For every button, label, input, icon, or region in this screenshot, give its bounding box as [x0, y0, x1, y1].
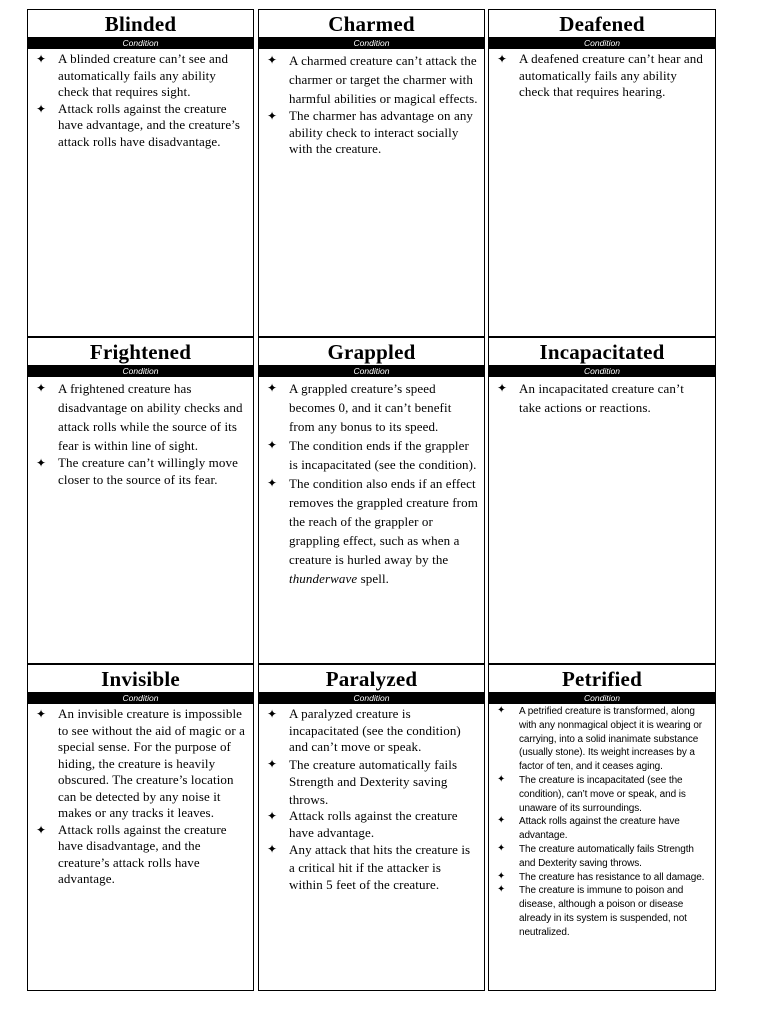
- list-item: [34, 822, 247, 888]
- item-text: A blinded creature can’t see and automatically fails any ability check that requires sight.: [58, 51, 229, 99]
- star-bullet-icon: ✦: [267, 707, 278, 721]
- item-text: The creature automatically fails Strength and Dexterity saving throws.: [289, 756, 458, 807]
- card-title: Petrified: [562, 667, 642, 691]
- card-subtitle: Condition: [28, 37, 253, 49]
- card-title: Deafened: [559, 12, 645, 36]
- card-subtitle: Condition: [259, 37, 484, 49]
- card-petrified: [488, 664, 716, 991]
- item-text: The creature is immune to poison and disease, although a poison or disease already in its system is suspended, not neutralized.: [519, 885, 687, 938]
- item-text: The creature is incapacitated (see the condition), can’t move or speak, and is unaware of its surroundings.: [519, 774, 686, 814]
- star-bullet-icon: ✦: [267, 109, 278, 123]
- item-text: Attack rolls against the creature have disadvantage, and the creature’s attack rolls have advantage.: [58, 821, 227, 886]
- star-bullet-icon: ✦: [36, 822, 47, 837]
- card-subtitle: Condition: [259, 692, 484, 704]
- item-text: A paralyzed creature is incapacitated (see the condition) and can’t move or speak.: [289, 706, 461, 754]
- item-text: A deafened creature can’t hear and automatically fails any ability check that requires hearing.: [519, 51, 703, 99]
- star-bullet-icon: ✦: [267, 809, 278, 823]
- star-bullet-icon: ✦: [267, 842, 278, 856]
- star-bullet-icon: ✦: [267, 381, 278, 395]
- list-item: [265, 706, 478, 756]
- item-text: Any attack that hits the creature is a critical hit if the attacker is within 5 feet of the creature.: [289, 842, 471, 892]
- card-title: Grappled: [327, 340, 416, 364]
- star-bullet-icon: ✦: [497, 870, 506, 882]
- card-grappled: [258, 337, 485, 664]
- list-item: [265, 51, 478, 108]
- card-frightened: [27, 337, 254, 664]
- card-paralyzed: [258, 664, 485, 991]
- list-item: [265, 841, 478, 894]
- item-text: The creature has resistance to all damage.: [519, 871, 705, 883]
- card-title: Invisible: [101, 667, 180, 691]
- list-item: [495, 705, 709, 774]
- star-bullet-icon: ✦: [36, 707, 47, 721]
- star-bullet-icon: ✦: [497, 52, 508, 66]
- star-bullet-icon: ✦: [36, 456, 47, 470]
- card-charmed: [258, 9, 485, 337]
- card-subtitle: Condition: [259, 365, 484, 377]
- star-bullet-icon: ✦: [36, 101, 47, 116]
- item-text: The creature automatically fails Strength and Dexterity saving throws.: [519, 843, 694, 869]
- card-subtitle: Condition: [489, 692, 715, 704]
- card-subtitle: Condition: [489, 365, 715, 377]
- item-text: The condition ends if the grappler is incapacitated (see the condition).: [289, 438, 477, 472]
- star-bullet-icon: ✦: [36, 52, 47, 66]
- card-title: Incapacitated: [539, 340, 665, 364]
- star-bullet-icon: ✦: [267, 756, 278, 771]
- item-text: Attack rolls against the creature have advantage.: [519, 816, 680, 842]
- item-text: An incapacitated creature can’t take actions or reactions.: [519, 381, 684, 415]
- list-item: [265, 756, 478, 809]
- star-bullet-icon: ✦: [497, 815, 506, 827]
- item-text: The condition also ends if an effect removes the grappled creature from the reach of the grappler or grappling effect, such as when a creature is hurled away by the: [289, 476, 478, 567]
- list-item: [34, 101, 247, 151]
- spell-name: thunderwave: [289, 571, 358, 586]
- card-title: Charmed: [328, 12, 415, 36]
- list-item: [495, 884, 709, 939]
- card-incapacitated: [488, 337, 716, 664]
- list-item: [495, 843, 709, 871]
- star-bullet-icon: ✦: [267, 476, 278, 490]
- list-item: [265, 108, 478, 158]
- card-title: Paralyzed: [325, 667, 418, 691]
- item-text: Attack rolls against the creature have advantage.: [289, 808, 458, 840]
- item-text-end: spell.: [360, 571, 390, 586]
- star-bullet-icon: ✦: [267, 53, 278, 67]
- list-item: [34, 706, 247, 822]
- star-bullet-icon: ✦: [497, 773, 506, 785]
- card-subtitle: Condition: [28, 692, 253, 704]
- list-item: [265, 808, 478, 841]
- item-text: A grappled creature’s speed becomes 0, and it can’t benefit from any bonus to its speed.: [289, 381, 452, 434]
- card-blinded: [27, 9, 254, 337]
- list-item: [495, 815, 709, 843]
- card-subtitle: Condition: [28, 365, 253, 377]
- item-text: A charmed creature can’t attack the charmer or target the charmer with harmful abilities or magical effects.: [289, 53, 478, 106]
- list-item: [265, 474, 478, 588]
- list-item: [495, 871, 709, 885]
- list-item: [265, 379, 478, 436]
- item-text: The creature can’t willingly move closer to the source of its fear.: [58, 455, 238, 487]
- card-deafened: [488, 9, 716, 337]
- star-bullet-icon: ✦: [497, 381, 508, 395]
- list-item: [495, 774, 709, 815]
- item-text: The charmer has advantage on any ability check to interact socially with the creature.: [289, 108, 474, 156]
- list-item: [34, 455, 247, 488]
- star-bullet-icon: ✦: [497, 884, 506, 896]
- card-title: Frightened: [89, 340, 192, 364]
- card-subtitle: Condition: [489, 37, 715, 49]
- list-item: [495, 51, 709, 101]
- list-item: [265, 436, 478, 474]
- card-title: Blinded: [104, 12, 177, 36]
- card-invisible: [27, 664, 254, 991]
- star-bullet-icon: ✦: [497, 842, 506, 854]
- item-text: Attack rolls against the creature have advantage, and the creature’s attack rolls have disadvantage.: [58, 100, 241, 149]
- star-bullet-icon: ✦: [36, 381, 47, 395]
- item-text: A petrified creature is transformed, along with any nonmagical object it is wearing or carrying, into a solid inanimate substance (usually stone). Its weight increases by a factor of ten, and it ceases aging.: [519, 706, 703, 773]
- item-text: An invisible creature is impossible to see without the aid of magic or a special sense. For the purpose of hiding, the creature is heavily obscured. The creature’s location can be detected by any noise it makes or any tracks it leaves.: [58, 706, 245, 820]
- list-item: [34, 51, 247, 101]
- star-bullet-icon: ✦: [497, 705, 506, 716]
- item-text: A frightened creature has disadvantage on ability checks and attack rolls while the source of its fear is within line of sight.: [58, 381, 243, 453]
- list-item: [34, 379, 247, 455]
- star-bullet-icon: ✦: [267, 438, 278, 452]
- list-item: [495, 379, 709, 417]
